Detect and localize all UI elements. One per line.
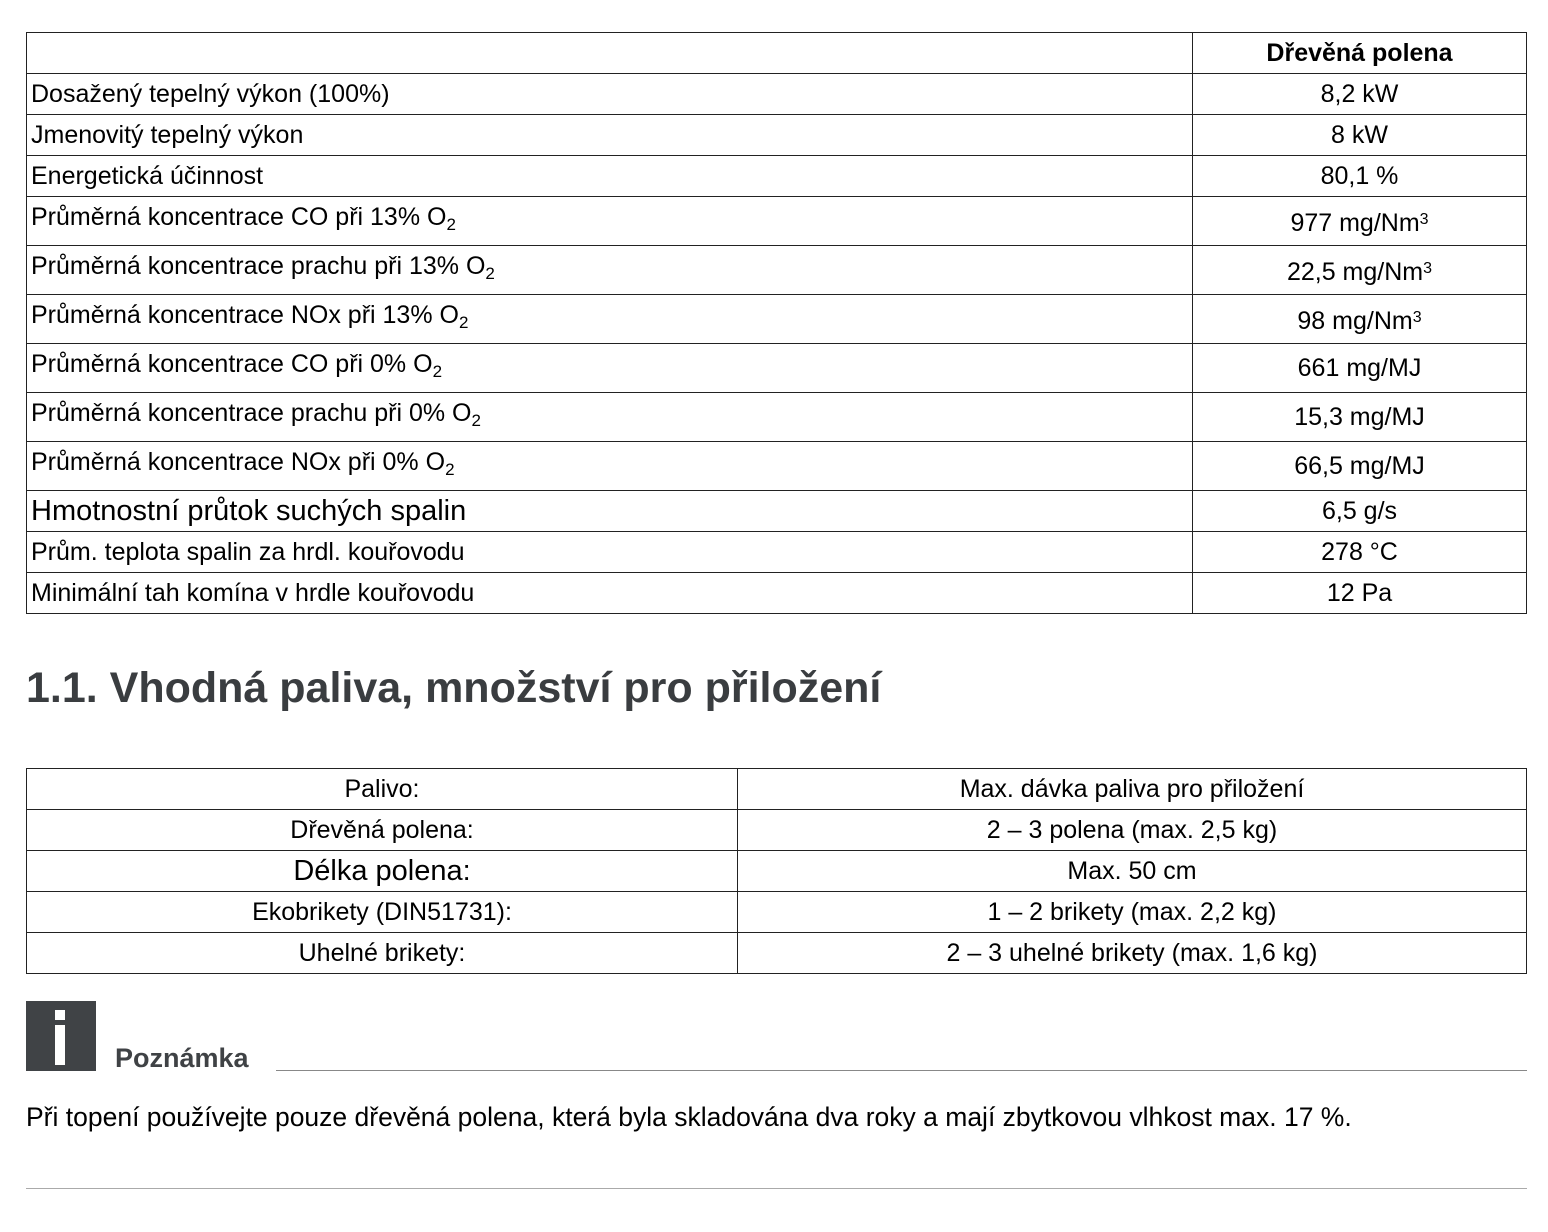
subscript: 2 [471, 411, 481, 430]
subscript: 2 [458, 313, 469, 332]
bottom-divider [26, 1188, 1527, 1189]
superscript: 3 [1419, 210, 1429, 228]
table-header-row [27, 769, 1527, 810]
row-value: 8 kW [1193, 115, 1527, 156]
label-text: Průměrná koncentrace prachu při 0% O [31, 399, 472, 427]
fuel-cell: Palivo: [27, 769, 738, 810]
value-text: 98 mg/Nm [1297, 306, 1413, 335]
dose-cell: 2 – 3 polena (max. 2,5 kg) [738, 810, 1527, 851]
fuel-table [26, 768, 1527, 974]
technical-parameters-table [26, 32, 1527, 614]
subscript: 2 [432, 362, 443, 381]
subscript: 2 [445, 460, 455, 479]
row-label [27, 197, 1193, 246]
info-icon [26, 1001, 96, 1071]
table-row [27, 344, 1527, 393]
section-heading: 1.1. Vhodná paliva, množství pro přiložení [26, 664, 882, 712]
table-row [27, 491, 1527, 532]
row-label: Jmenovitý tepelný výkon [27, 115, 1193, 156]
table-row [27, 197, 1527, 246]
row-value [1193, 197, 1527, 246]
row-value: 8,2 kW [1193, 74, 1527, 115]
row-label: Dosažený tepelný výkon (100%) [27, 74, 1193, 115]
row-value: 80,1 % [1193, 156, 1527, 197]
fuel-cell: Dřevěná polena: [27, 810, 738, 851]
table-row [27, 810, 1527, 851]
note-title: Poznámka [115, 1043, 249, 1073]
dose-cell: 1 – 2 brikety (max. 2,2 kg) [738, 892, 1527, 933]
subscript: 2 [485, 264, 495, 283]
label-text: Průměrná koncentrace prachu při 13% O [31, 252, 486, 280]
dose-cell: 2 – 3 uhelné brikety (max. 1,6 kg) [738, 933, 1527, 974]
value-text: 977 mg/Nm [1290, 208, 1420, 237]
row-value [1193, 246, 1527, 295]
row-label [27, 295, 1193, 344]
subscript: 2 [446, 215, 456, 234]
dose-cell: Max. 50 cm [738, 851, 1527, 892]
row-value [1193, 295, 1527, 344]
row-label [27, 246, 1193, 295]
value-text: 22,5 mg/Nm [1286, 257, 1424, 286]
fuel-cell: Délka polena: [27, 851, 738, 892]
table-row [27, 933, 1527, 974]
table-row [27, 115, 1527, 156]
row-label [27, 442, 1193, 491]
row-value: 278 °C [1193, 532, 1527, 573]
table-row [27, 892, 1527, 933]
row-label [27, 344, 1193, 393]
table-row [27, 851, 1527, 892]
label-text: Průměrná koncentrace NOx při 13% O [31, 301, 459, 329]
table-row [27, 573, 1527, 614]
label-text: Průměrná koncentrace CO při 13% O [31, 203, 447, 231]
table-row [27, 393, 1527, 442]
table-row [27, 532, 1527, 573]
row-label: Energetická účinnost [27, 156, 1193, 197]
row-value: 12 Pa [1193, 573, 1527, 614]
label-text: Průměrná koncentrace NOx při 0% O [31, 448, 446, 476]
table-row [27, 442, 1527, 491]
row-label [27, 393, 1193, 442]
label-text: Průměrná koncentrace CO při 0% O [31, 350, 433, 378]
row-label: Prům. teplota spalin za hrdl. kouřovodu [27, 532, 1193, 573]
table-row [27, 156, 1527, 197]
header-fuel: Dřevěná polena [1193, 33, 1527, 74]
row-label: Minimální tah komína v hrdle kouřovodu [27, 573, 1193, 614]
fuel-cell: Uhelné brikety: [27, 933, 738, 974]
table-row [27, 74, 1527, 115]
row-value: 6,5 g/s [1193, 491, 1527, 532]
row-label: Hmotnostní průtok suchých spalin [27, 491, 1193, 532]
note-divider [276, 1070, 1527, 1071]
table-row [27, 246, 1527, 295]
table-header-row [27, 33, 1527, 74]
row-value: 66,5 mg/MJ [1193, 442, 1527, 491]
superscript: 3 [1412, 308, 1422, 326]
header-empty-cell [27, 33, 1193, 74]
row-value: 661 mg/MJ [1193, 344, 1527, 393]
fuel-cell: Ekobrikety (DIN51731): [27, 892, 738, 933]
row-value: 15,3 mg/MJ [1193, 393, 1527, 442]
dose-cell: Max. dávka paliva pro přiložení [738, 769, 1527, 810]
superscript: 3 [1423, 259, 1433, 277]
note-text: Při topení používejte pouze dřevěná polena, která byla skladována dva roky a mají zbytkovou vlhkost max. 17 %. [26, 1102, 1352, 1132]
table-row [27, 295, 1527, 344]
